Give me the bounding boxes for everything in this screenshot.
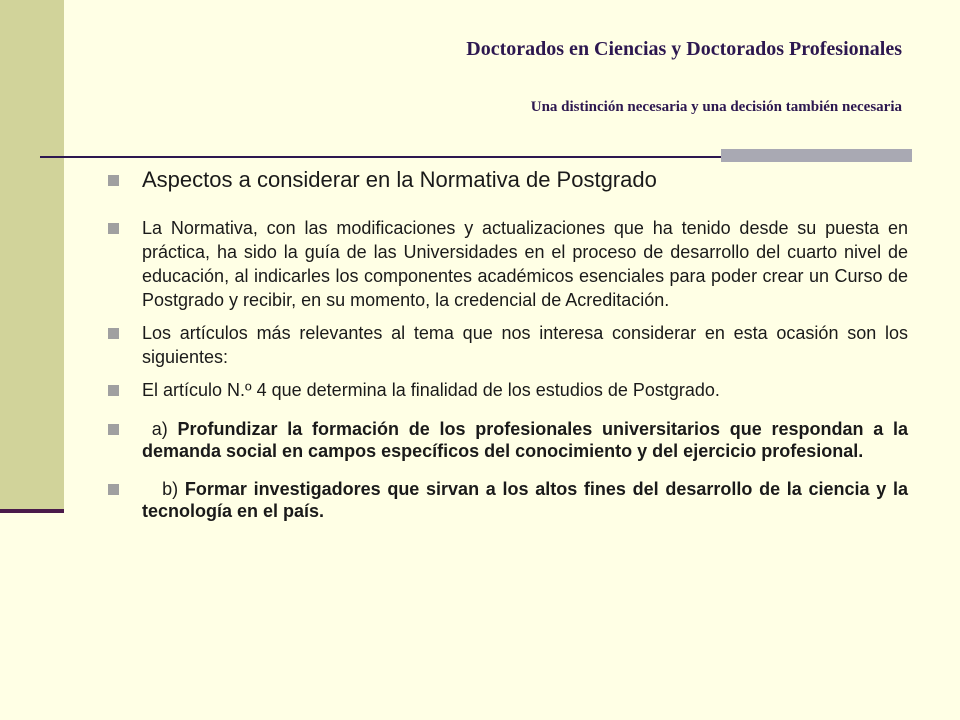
bullet-item-articulos bbox=[108, 321, 908, 369]
divider-accent-block bbox=[721, 149, 912, 162]
bullet-text: Los artículos más relevantes al tema que nos interesa considerar en esta ocasión son los siguientes: bbox=[142, 323, 908, 367]
bullet-text: El artículo N.º 4 que determina la finalidad de los estudios de Postgrado. bbox=[142, 380, 720, 400]
bullet-text: Formar investigadores que sirvan a los altos fines del desarrollo de la ciencia y la tecnología en el país. bbox=[142, 479, 908, 521]
bullet-item-a bbox=[108, 418, 908, 462]
square-bullet-icon bbox=[108, 424, 119, 435]
left-accent-line bbox=[0, 509, 64, 513]
bullet-item-normativa bbox=[108, 216, 908, 312]
bullet-text: Profundizar la formación de los profesionales universitarios que respondan a la demanda social en campos específicos del conocimiento y del ejercicio profesional. bbox=[142, 419, 908, 461]
square-bullet-icon bbox=[108, 385, 119, 396]
bullet-item-heading bbox=[108, 166, 908, 194]
square-bullet-icon bbox=[108, 223, 119, 234]
slide-title: Doctorados en Ciencias y Doctorados Profesionales bbox=[466, 38, 902, 60]
slide-subtitle: Una distinción necesaria y una decisión también necesaria bbox=[530, 99, 902, 115]
square-bullet-icon bbox=[108, 484, 119, 495]
bullet-text: Aspectos a considerar en la Normativa de Postgrado bbox=[142, 167, 657, 192]
bullet-text: La Normativa, con las modificaciones y actualizaciones que ha tenido desde su puesta en práctica, ha sido la guía de las Universidades en el proceso de desarrollo del cuarto nivel de educación, al indicarles los componentes académicos esenciales para poder crear un Curso de Postgrado y recibir, en su momento, la credencial de Acreditación. bbox=[142, 218, 908, 310]
bullet-item-articulo-4 bbox=[108, 378, 908, 402]
bullet-list bbox=[108, 166, 908, 531]
square-bullet-icon bbox=[108, 175, 119, 186]
square-bullet-icon bbox=[108, 328, 119, 339]
bullet-prefix: a) bbox=[142, 419, 178, 439]
bullet-item-b bbox=[108, 478, 908, 522]
left-accent-bar bbox=[0, 0, 64, 510]
bullet-prefix: b) bbox=[142, 479, 185, 499]
